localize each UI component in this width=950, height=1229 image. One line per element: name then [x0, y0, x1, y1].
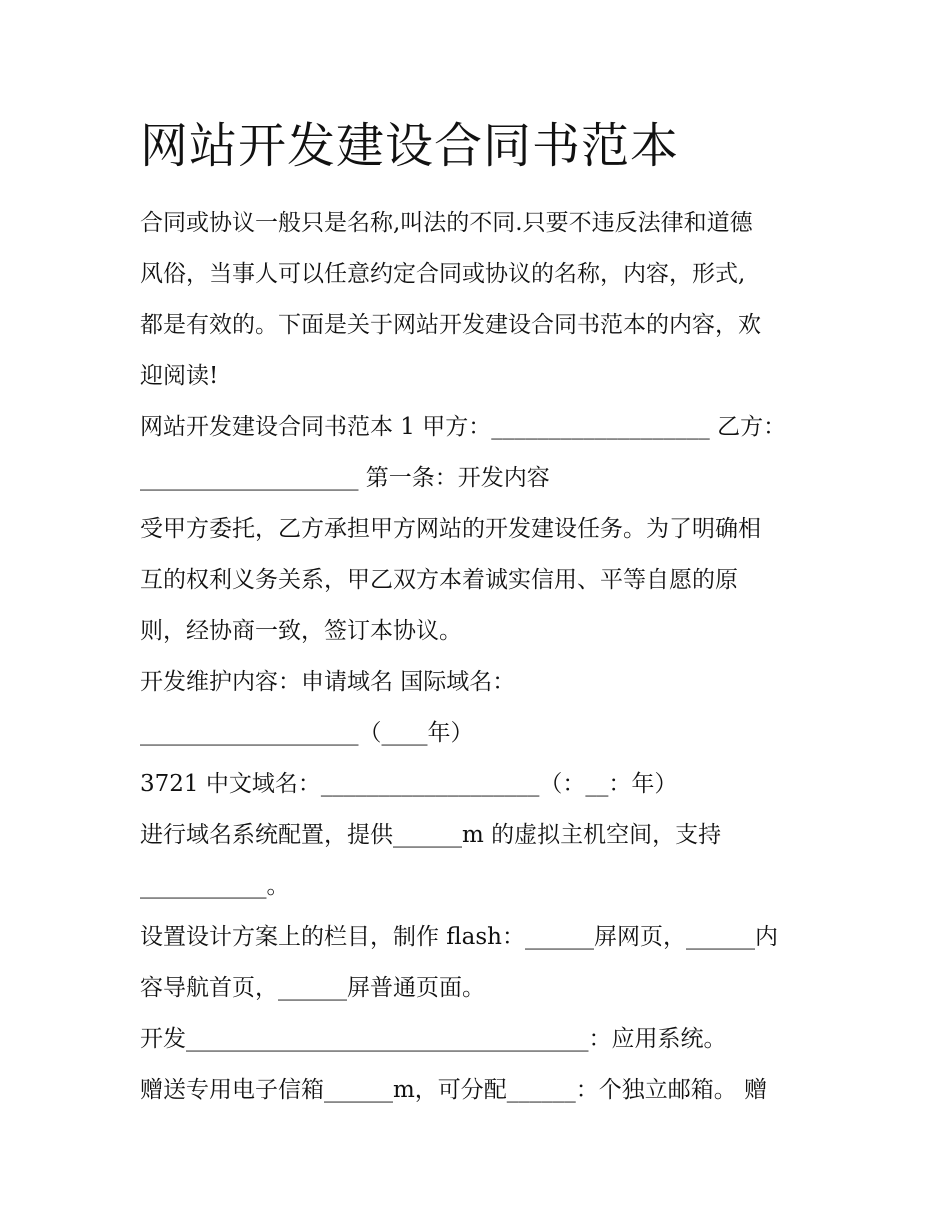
document-body [140, 198, 820, 1116]
body-line-10: 开发维护内容：申请域名 国际域名： [140, 669, 516, 695]
body-line-17: 开发___________________________________：应用系统。 [140, 1026, 727, 1052]
body-line-12: 3721 中文域名：___________________（：__：年） [140, 771, 678, 797]
document-title: 网站开发建设合同书范本 [140, 118, 680, 174]
body-line-5: 网站开发建设合同书范本 1 甲方：___________________ 乙方： [140, 414, 787, 440]
body-line-6: ___________________ 第一条：开发内容 [140, 465, 550, 491]
body-line-15: 设置设计方案上的栏目，制作 flash：______屏网页，______内 [140, 924, 778, 950]
body-line-7: 受甲方委托，乙方承担甲方网站的开发建设任务。为了明确相 [140, 516, 761, 542]
body-line-2: 风俗，当事人可以任意约定合同或协议的名称，内容，形式, [140, 261, 746, 287]
body-line-16: 容导航首页，______屏普通页面。 [140, 975, 485, 1001]
body-line-3: 都是有效的。下面是关于网站开发建设合同书范本的内容，欢 [140, 312, 761, 338]
body-line-1: 合同或协议一般只是名称,叫法的不同.只要不违反法律和道德 [140, 210, 753, 236]
body-line-8: 互的权利义务关系，甲乙双方本着诚实信用、平等自愿的原 [140, 567, 738, 593]
body-line-14: ___________。 [140, 873, 290, 899]
body-line-9: 则，经协商一致，签订本协议。 [140, 618, 462, 644]
body-line-13: 进行域名系统配置，提供______m 的虚拟主机空间，支持 [140, 822, 722, 848]
body-line-4: 迎阅读! [140, 363, 219, 389]
body-line-18: 赠送专用电子信箱______m，可分配______：个独立邮箱。 赠 [140, 1077, 768, 1103]
body-line-11: ___________________（____年） [140, 720, 474, 746]
